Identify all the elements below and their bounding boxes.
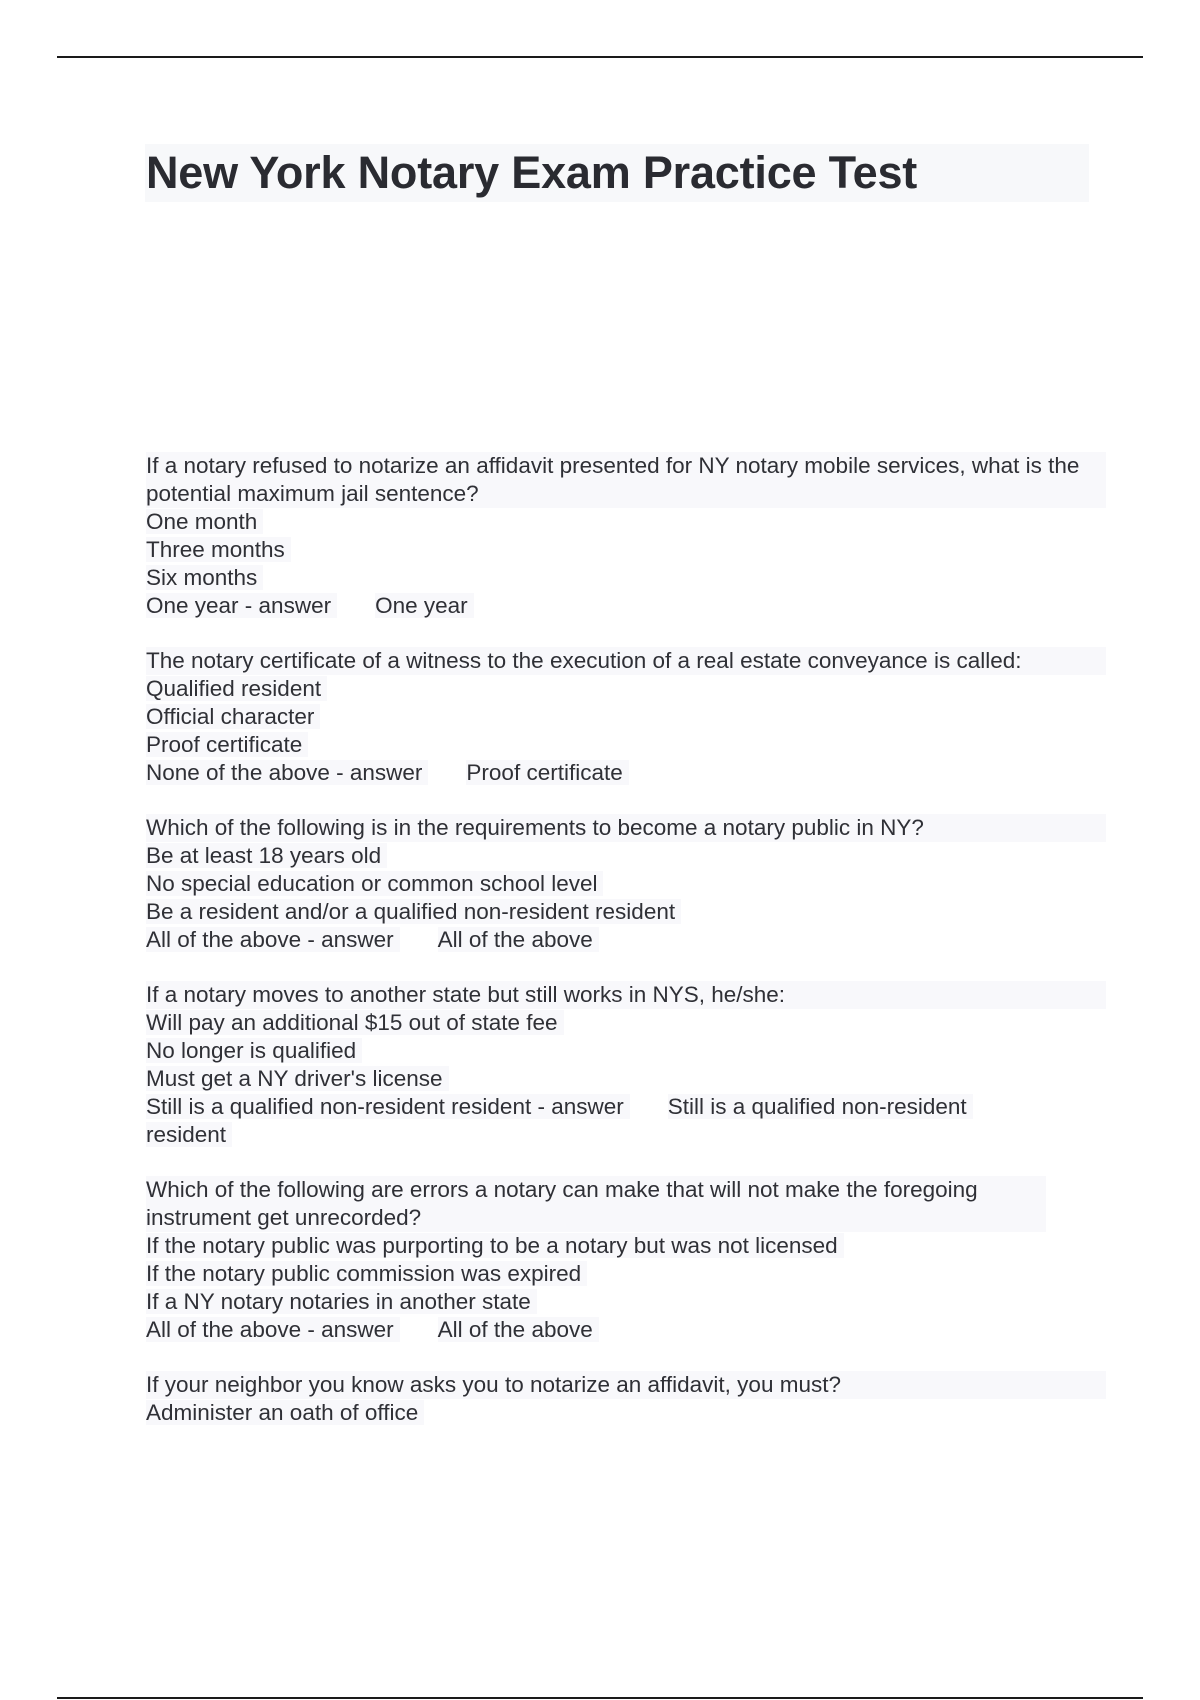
top-rule [57,56,1143,58]
final-option-text: None of the above - answer [146,760,428,785]
question-text: If a notary moves to another state but still works in NYS, he/she: [146,981,1106,1009]
question-text: Which of the following are errors a notary can make that will not make the foregoing instrument get unrecorded? [146,1176,1046,1232]
question-text: If your neighbor you know asks you to notarize an affidavit, you must? [146,1371,1106,1399]
option [146,1009,1106,1037]
option-text: Official character [146,704,320,729]
bottom-rule [57,1697,1143,1699]
option [146,508,1106,536]
option-text: Qualified resident [146,676,327,701]
question-text: Which of the following is in the requirements to become a notary public in NY? [146,814,1106,842]
option [146,898,1106,926]
option-text: Three months [146,537,291,562]
answer-line [146,1093,1026,1149]
option [146,1065,1106,1093]
answer-line [146,592,1106,620]
option [146,564,1106,592]
answer-text: Still is a qualified non-resident resident [146,1094,973,1147]
final-option-text: One year - answer [146,593,337,618]
answer-text: All of the above [438,927,599,952]
question-block-2 [146,647,1106,787]
option-text: Be a resident and/or a qualified non-resident resident [146,899,681,924]
option [146,1288,1106,1316]
answer-line [146,1316,1106,1344]
option-text: If the notary public was purporting to be a notary but was not licensed [146,1233,844,1258]
option-text: One month [146,509,263,534]
question-text: If a notary refused to notarize an affidavit presented for NY notary mobile services, what is the potential maximum jail sentence? [146,452,1106,508]
option [146,1037,1106,1065]
question-block-1 [146,452,1106,620]
final-option-text: All of the above - answer [146,927,400,952]
answer-text: All of the above [438,1317,599,1342]
option-text: Six months [146,565,263,590]
option-text: No longer is qualified [146,1038,362,1063]
page-title: New York Notary Exam Practice Test [146,147,918,198]
question-block-4 [146,981,1106,1149]
option-text: No special education or common school level [146,871,603,896]
question-list [146,452,1106,1454]
question-block-3 [146,814,1106,954]
question-block-5 [146,1176,1106,1344]
question-block-6 [146,1371,1106,1427]
answer-line [146,926,1106,954]
option [146,1232,1106,1260]
question-text: The notary certificate of a witness to the execution of a real estate conveyance is called: [146,647,1106,675]
final-option-text: Still is a qualified non-resident resident - answer [146,1094,630,1119]
option [146,1399,1106,1427]
option-text: If a NY notary notaries in another state [146,1289,537,1314]
option [146,703,1106,731]
answer-text: One year [375,593,474,618]
option-text: If the notary public commission was expired [146,1261,587,1286]
option [146,536,1106,564]
option-text: Proof certificate [146,732,308,757]
option-text: Must get a NY driver's license [146,1066,449,1091]
option-text: Administer an oath of office [146,1400,424,1425]
option [146,731,1106,759]
option [146,870,1106,898]
option [146,1260,1106,1288]
option-text: Be at least 18 years old [146,843,387,868]
option [146,675,1106,703]
option [146,842,1106,870]
final-option-text: All of the above - answer [146,1317,400,1342]
option-text: Will pay an additional $15 out of state fee [146,1010,564,1035]
answer-line [146,759,1106,787]
answer-text: Proof certificate [466,760,628,785]
